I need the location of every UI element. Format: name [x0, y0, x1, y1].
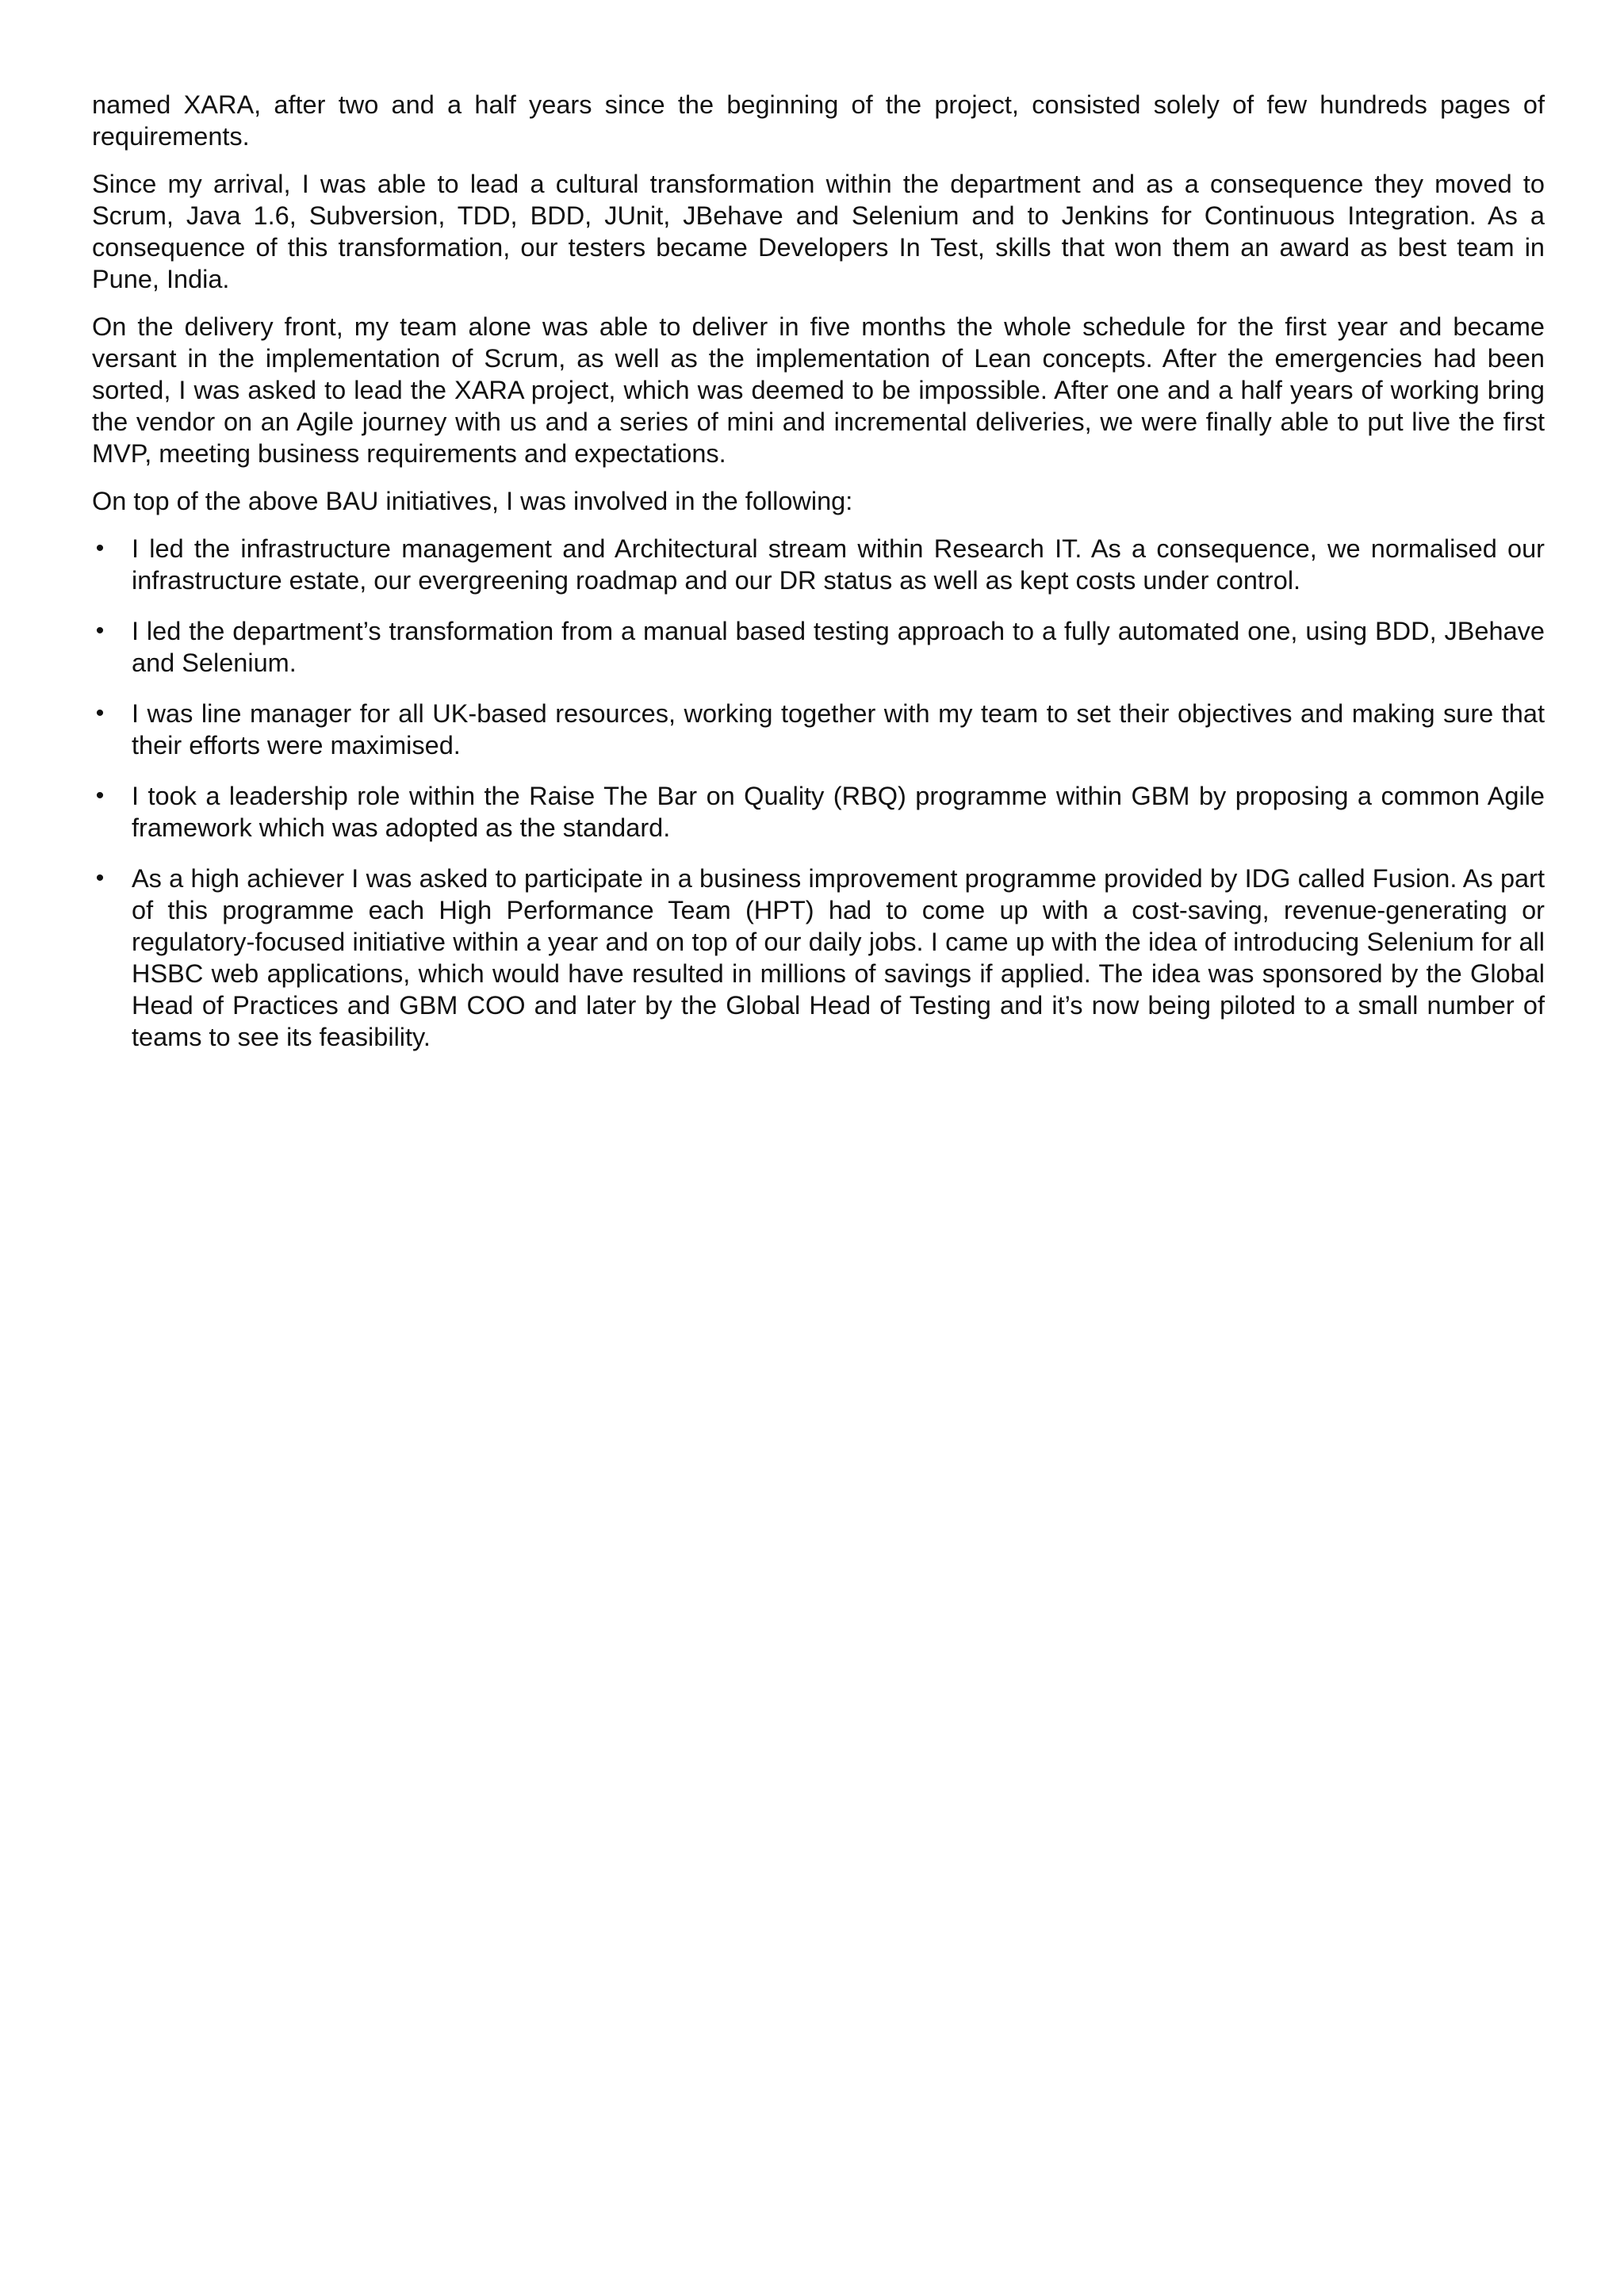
bullet-dot-icon: • — [95, 535, 105, 561]
bullet-text: I was line manager for all UK-based resources, working together with my team to set their objectives and making sure that their efforts were maximised. — [132, 699, 1545, 760]
paragraph-xara-requirements: named XARA, after two and a half years since the beginning of the project, consisted solely of few hundreds pages of requirements. — [92, 90, 1545, 151]
paragraph-bau-intro: On top of the above BAU initiatives, I was involved in the following: — [92, 487, 853, 515]
initiatives-bullet-list — [92, 533, 1545, 1053]
bullet-item-testing-transformation — [92, 615, 1545, 679]
bullet-item-rbq-leadership — [92, 780, 1545, 844]
bullet-dot-icon: • — [95, 700, 105, 726]
bullet-item-line-manager — [92, 698, 1545, 761]
bullet-item-fusion-programme — [92, 863, 1545, 1053]
bullet-dot-icon: • — [95, 618, 105, 644]
bullet-dot-icon: • — [95, 865, 105, 891]
bullet-dot-icon: • — [95, 783, 105, 809]
bullet-text: I led the department’s transformation from a manual based testing approach to a fully automated one, using BDD, JBehave and Selenium. — [132, 617, 1545, 677]
paragraph-cultural-transformation: Since my arrival, I was able to lead a cultural transformation within the department and as a consequence they moved to Scrum, Java 1.6, Subversion, TDD, BDD, JUnit, JBehave and Selenium and to Jenkins for Continuous Integration. As a consequence of this transformation, our testers became Developers In Test, skills that won them an award as best team in Pune, India. — [92, 170, 1545, 293]
bullet-text: I led the infrastructure management and Architectural stream within Research IT. As a consequence, we normalised our infrastructure estate, our evergreening roadmap and our DR status as well as kept costs under control. — [132, 534, 1545, 595]
paragraph-delivery-front: On the delivery front, my team alone was able to deliver in five months the whole schedule for the first year and became versant in the implementation of Scrum, as well as the implementation of Lean concepts. After the emergencies had been sorted, I was asked to lead the XARA project, which was deemed to be impossible. After one and a half years of working bring the vendor on an Agile journey with us and a series of mini and incremental deliveries, we were finally able to put live the first MVP, meeting business requirements and expectations. — [92, 312, 1545, 468]
bullet-text: I took a leadership role within the Raise The Bar on Quality (RBQ) programme within GBM by proposing a common Agile framework which was adopted as the standard. — [132, 782, 1545, 842]
bullet-text: As a high achiever I was asked to participate in a business improvement programme provided by IDG called Fusion. As part of this programme each High Performance Team (HPT) had to come up with a cost-saving, revenue-generating or regulatory-focused initiative within a year and on top of our daily jobs. I came up with the idea of introducing Selenium for all HSBC web applications, which would have resulted in millions of savings if applied. The idea was sponsored by the Global Head of Practices and GBM COO and later by the Global Head of Testing and it’s now being piloted to a small number of teams to see its feasibility. — [132, 864, 1545, 1051]
bullet-item-infrastructure — [92, 533, 1545, 596]
document-page — [92, 89, 1545, 1072]
